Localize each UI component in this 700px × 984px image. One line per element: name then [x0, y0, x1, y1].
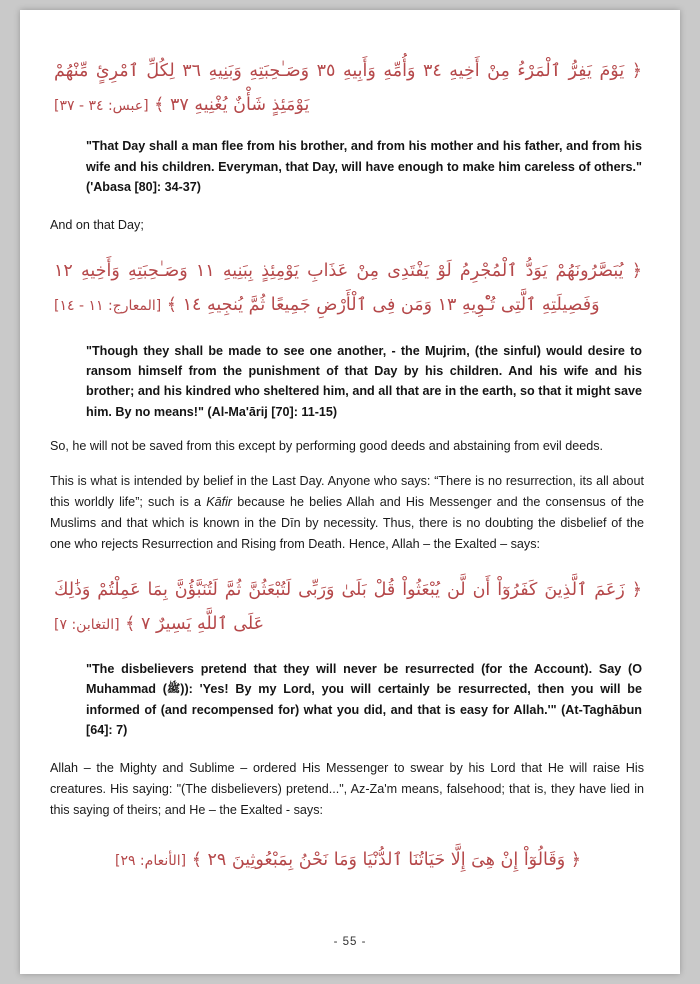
para-belief-seg-1: Kāfir [206, 494, 233, 509]
para-belief-last-day [48, 471, 648, 555]
ayah-almaarij [48, 254, 648, 322]
ayah-abasa [48, 54, 648, 122]
document-page [20, 10, 680, 974]
ayah-almaarij-source: [المعارج: ١١ - ١٤] [54, 298, 162, 315]
para-and-on-that-day: And on that Day; [50, 218, 144, 233]
ayah-attaghabun [48, 573, 648, 641]
quote-attaghabun-after: )): 'Yes! By my Lord, you will certainly be resurrected, then you will be informed of (and recompensed for) what you did, and that is easy for Allah.'" (At-Taghābun [64]: 7) [86, 682, 642, 737]
para-belief-seg-2: because he belies Allah and His Messenger and the consensus of the Muslims and that which is known in the Dīn by necessity. Thus, there is no doubting the disbelief of the one who rejects Resurrection and Rising from Death. Hence, Allah – the Exalted – says: [50, 494, 645, 551]
quote-abasa: "That Day shall a man flee from his brother, and from his mother and his father, and from his wife and his children. Everyman, that Day, will have enough to make him careless of others." ('Abasa [80]: 34-37) [86, 139, 642, 195]
para-mighty-sublime: Allah – the Mighty and Sublime – ordered His Messenger to swear by his Lord that He will raise His creatures. His saying: "(The disbelievers) pretend...", Az-Za'm means, falsehood; that is, they have lied in this saying of theirs; and He – the Exalted - says: [50, 761, 644, 818]
ayah-abasa-source: [عبس: ٣٤ - ٣٧] [54, 98, 149, 115]
ayah-attaghabun-text: ﴿ زَعَمَ ٱلَّذِينَ كَفَرُوٓاْ أَن لَّن يُبْعَثُواْ قُلْ بَلَىٰ وَرَبِّى لَتُبْعَثُنَّ ثُمَّ لَتُنَبَّؤُنَّ بِمَا عَمِلْتُمْ وَذَٰلِكَ عَلَى ٱللَّهِ يَسِيرٌ ٧ ﴾ [54, 579, 642, 634]
ayah-attaghabun-source: [التغابن: ٧] [54, 616, 120, 633]
ayah-alanaam [48, 843, 648, 877]
quote-attaghabun [48, 659, 648, 741]
page-content [48, 54, 648, 934]
ayah-alanaam-text: ﴿ وَقَالُوٓاْ إِنْ هِىَ إِلَّا حَيَاتُنَا ٱلدُّنْيَا وَمَا نَحْنُ بِمَبْعُوثِينَ ٢٩ ﴾ [191, 850, 582, 871]
para-not-saved: So, he will not be saved from this except by performing good deeds and abstaining from evil deeds. [50, 439, 604, 454]
ayah-abasa-text: ﴿ يَوْمَ يَفِرُّ ٱلْمَرْءُ مِنْ أَخِيهِ ٣٤ وَأُمِّهِ وَأَبِيهِ ٣٥ وَصَـٰحِبَتِهِ وَبَنِيهِ ٣٦ لِكُلِّ ٱمْرِئٍ مِّنْهُمْ يَوْمَئِذٍ شَأْنٌ يُغْنِيهِ ٣٧ ﴾ [54, 61, 642, 116]
page-number: - 55 - [333, 936, 367, 948]
ayah-alanaam-source: [الأنعام: ٢٩] [114, 853, 187, 870]
para-belief-seg-0: This is what is intended by belief in the Last Day. Anyone who says: “There is no resurrection, its all about this worldly life”; such is a [50, 474, 644, 509]
ayah-almaarij-text: ﴿ يُبَصَّرُونَهُمْ يَوَدُّ ٱلْمُجْرِمُ لَوْ يَفْتَدِى مِنْ عَذَابِ يَوْمِئِذٍ بِبَنِيهِ ١١ وَصَـٰحِبَتِهِ وَأَخِيهِ ١٢ وَفَصِيلَتِهِ ٱلَّتِى تُـْٔوِيهِ ١٣ وَمَن فِى ٱلْأَرْضِ جَمِيعًا ثُمَّ يُنجِيهِ ١٤ ﴾ [54, 261, 642, 316]
quote-attaghabun-before: "The disbelievers pretend that they will never be resurrected (for the Account). Say (O Muhammad ( [86, 661, 642, 697]
sallallahu-alayhi-wasallam-icon: ﷺ [166, 683, 181, 696]
quote-almaarij: "Though they shall be made to see one another, - the Mujrim, (the sinful) would desire to ransom himself from the punishment of that Day by his children. And his wife and his brother; and his kindred who sheltered him, and all that are in the earth, so that it might save him. By no means!" (Al-Ma'ārij [70]: 11-15) [86, 343, 642, 419]
